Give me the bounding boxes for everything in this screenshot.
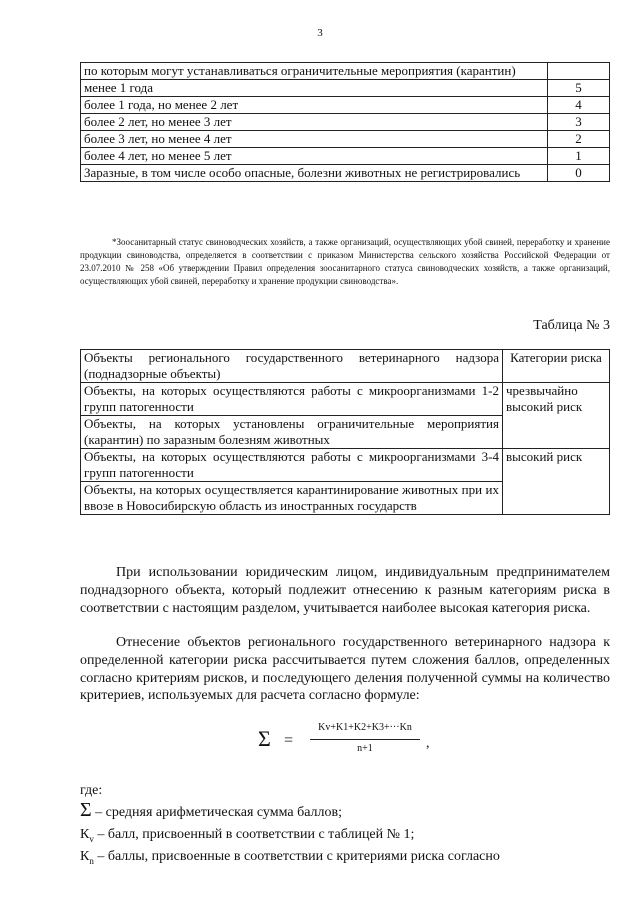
paragraph-text: Отнесение объектов регионального государственного ветеринарного надзора к определенной категории риска рассчитывается путем сложения баллов, определенных согласно критериям рисков, и последующего деления полученной суммы на количество критериев, используемых для расчета согласно формуле:	[80, 635, 610, 704]
table-cell: Объекты, на которых установлены ограничительные мероприятия (карантин) по заразным болезням животных	[81, 416, 503, 449]
table-cell: более 1 года, но менее 2 лет	[81, 97, 548, 114]
table-cell: Заразные, в том числе особо опасные, болезни животных не регистрировались	[81, 165, 548, 182]
formula-comma: ,	[426, 736, 430, 751]
risk-categories-table	[80, 349, 610, 515]
k-symbol: К	[80, 827, 90, 842]
table-row	[81, 165, 610, 182]
table-caption: Таблица № 3	[533, 318, 610, 333]
table-row	[81, 63, 610, 80]
definition-kv	[80, 826, 610, 848]
definition-kn	[80, 848, 610, 870]
table-cell: Объекты, на которых осуществляются работы с микроорганизмами 3-4 групп патогенности	[81, 449, 503, 482]
table-cell: 1	[548, 148, 610, 165]
header-objects: Объекты регионального государственного ветеринарного надзора (поднадзорные объекты)	[81, 350, 503, 383]
definition-text: – средняя арифметическая сумма баллов;	[91, 805, 343, 820]
definition-text: – баллы, присвоенные в соответствии с критериями риска согласно	[93, 849, 500, 864]
table-cell: Объекты, на которых осуществляются работы с микроорганизмами 1-2 групп патогенности	[81, 383, 503, 416]
equals-sign: =	[284, 732, 294, 749]
footnote-text: *Зоосанитарный статус свиноводческих хозяйств, а также организаций, осуществляющих убой свиней, переработку и хранение продукции свиноводства, определяется в соответствии с приказом Министерства сельского хозяйства Российской Федерации от 23.07.2010 № 258 «Об утверждении Правил определения зоосанитарного статуса свиноводческих хозяйств, а также организаций, осуществляющих убой свиней, переработку и хранение продукции свиноводства».	[80, 237, 610, 286]
table-cell: 4	[548, 97, 610, 114]
paragraph-text: При использовании юридическим лицом, индивидуальным предпринимателем поднадзорного объекта, который подлежит отнесению к разным категориям риска в соответствии с настоящим разделом, учитывается наиболее высокая категория риска.	[80, 565, 610, 616]
table-cell: менее 1 года	[81, 80, 548, 97]
page-number: 3	[317, 27, 323, 39]
category-extreme: чрезвычайно высокий риск	[503, 383, 610, 449]
formula-numerator: Kv+K1+K2+K3+···Kn	[318, 722, 412, 733]
table-cell: более 2 лет, но менее 3 лет	[81, 114, 548, 131]
sigma-symbol: Σ	[258, 726, 271, 751]
scores-table	[80, 62, 610, 182]
table-cell	[548, 63, 610, 80]
table-row	[81, 131, 610, 148]
table-row	[81, 383, 610, 416]
table-cell: более 3 лет, но менее 4 лет	[81, 131, 548, 148]
k-subscript: v	[89, 833, 94, 844]
definition-sigma	[80, 799, 610, 821]
table-cell: 0	[548, 165, 610, 182]
table-row	[81, 97, 610, 114]
paragraph	[80, 564, 610, 617]
table-cell: по которым могут устанавливаться ограничительные мероприятия (карантин)	[81, 63, 548, 80]
table-row	[81, 114, 610, 131]
table-header-row	[81, 350, 610, 383]
where-label: где:	[80, 783, 103, 798]
formula	[258, 722, 458, 772]
k-symbol: К	[80, 849, 90, 864]
table-cell: 3	[548, 114, 610, 131]
footnote	[80, 236, 610, 288]
fraction-line	[310, 739, 420, 740]
header-category: Категории риска	[503, 350, 610, 383]
category-high: высокий риск	[503, 449, 610, 515]
table-cell: более 4 лет, но менее 5 лет	[81, 148, 548, 165]
table-row	[81, 148, 610, 165]
paragraph	[80, 634, 610, 705]
table-row	[81, 449, 610, 482]
formula-denominator: n+1	[357, 743, 373, 754]
table-row	[81, 80, 610, 97]
table-cell: 5	[548, 80, 610, 97]
table-cell: 2	[548, 131, 610, 148]
table-cell: Объекты, на которых осуществляется карантинирование животных при их ввозе в Новосибирскую область из иностранных государств	[81, 482, 503, 515]
definition-text: – балл, присвоенный в соответствии с таблицей № 1;	[93, 827, 415, 842]
k-subscript: n	[89, 855, 94, 866]
sigma-symbol: Σ	[80, 799, 92, 821]
